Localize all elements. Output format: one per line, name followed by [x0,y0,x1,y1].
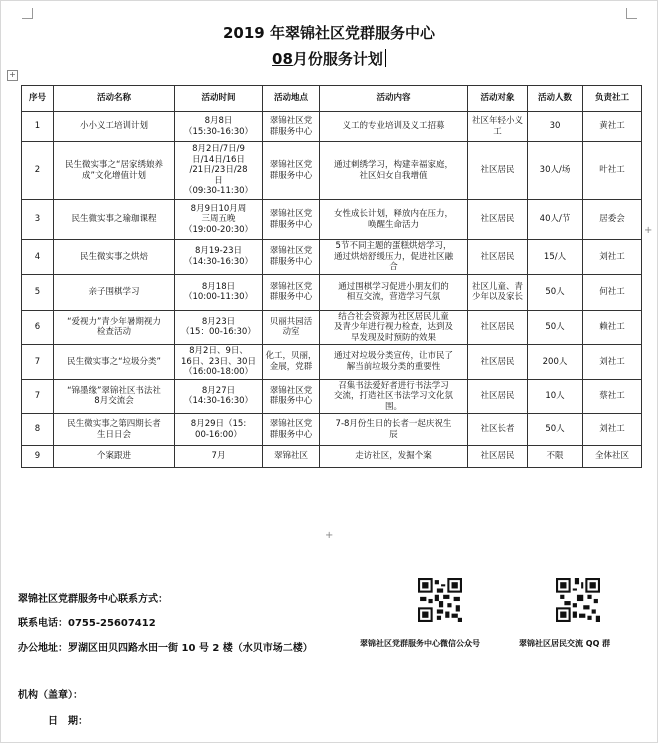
activity-place-cell[interactable]: 翠锦社区党 群服务中心 [263,112,320,142]
activity-time-cell[interactable]: 8月9日10月周 三周五晚 （19:00-20:30） [175,200,263,240]
activity-count-cell[interactable]: 15/人 [528,240,583,275]
activity-place-cell[interactable]: 翠锦社区党 群服务中心 [263,240,320,275]
activity-place-cell[interactable]: 化工，贝丽， 金展，党群 [263,345,320,380]
qr-caption-wechat: 翠锦社区党群服务中心微信公众号 [360,639,480,648]
activity-content-cell[interactable]: 女性成长计划，释放内在压力， 唤醒生命活力 [320,200,468,240]
activity-count-cell[interactable]: 不限 [528,446,583,468]
table-row [22,200,642,240]
activity-target-cell[interactable]: 社区居民 [468,446,528,468]
activity-time-cell[interactable]: 8月2日、9日、 16日、23日、30日 （16:00-18:00） [175,345,263,380]
activity-time-cell[interactable]: 8月23日 （15：00-16:30） [175,310,263,345]
activity-target-cell[interactable]: 社区长者 [468,414,528,446]
activity-name-cell[interactable]: “爱视力”青少年暑期视力 检查活动 [54,310,175,345]
table-row [22,379,642,414]
activity-content-cell[interactable]: 7-8月份生日的长者一起庆祝生 辰 [320,414,468,446]
row-number-cell[interactable]: 8 [22,414,54,446]
column-header: 负责社工 [583,86,642,112]
column-header: 序号 [22,86,54,112]
row-number-cell[interactable]: 7 [22,379,54,414]
activity-content-cell[interactable]: 义工的专业培训及义工招募 [320,112,468,142]
activity-time-cell[interactable]: 7月 [175,446,263,468]
activity-worker-cell[interactable]: 何社工 [583,274,642,310]
table-row [22,310,642,345]
activity-worker-cell[interactable]: 蔡社工 [583,379,642,414]
column-header: 活动名称 [54,86,175,112]
activity-time-cell[interactable]: 8月29日（15: 00-16:00） [175,414,263,446]
activity-content-cell[interactable]: 召集书法爱好者进行书法学习 交流，打造社区书法学习文化氛 围。 [320,379,468,414]
table-row [22,345,642,380]
activity-target-cell[interactable]: 社区居民 [468,200,528,240]
activity-target-cell[interactable]: 社区居民 [468,345,528,380]
activity-target-cell[interactable]: 社区居民 [468,142,528,200]
row-number-cell[interactable]: 5 [22,274,54,310]
activity-name-cell[interactable]: 民生微实事之瑜珈课程 [54,200,175,240]
activity-count-cell[interactable]: 50人 [528,310,583,345]
contact-title: 翠锦社区党群服务中心联系方式： [18,594,168,605]
row-number-cell[interactable]: 3 [22,200,54,240]
activity-worker-cell[interactable]: 刘社工 [583,414,642,446]
activity-count-cell[interactable]: 30人/场 [528,142,583,200]
activity-place-cell[interactable]: 贝丽共园活 动室 [263,310,320,345]
title-line-1: 2019 年翠锦社区党群服务中心 [223,24,435,42]
activity-time-cell[interactable]: 8月2日/7日/9 日/14日/16日 /21日/23日/28 日 （09:30-11:30） [175,142,263,200]
table-row [22,112,642,142]
date-label: 日 期： [48,716,88,727]
table-row [22,446,642,468]
activity-worker-cell[interactable]: 叶社工 [583,142,642,200]
insert-row-plus-icon[interactable]: + [644,225,653,236]
activity-place-cell[interactable]: 翠锦社区党 群服务中心 [263,274,320,310]
qr-caption-qq: 翠锦社区居民交流 QQ 群 [519,639,611,648]
activity-name-cell[interactable]: 民生微实事之第四期长者 生日日会 [54,414,175,446]
activity-target-cell[interactable]: 社区居民 [468,379,528,414]
row-number-cell[interactable]: 6 [22,310,54,345]
qr-code-icon [556,578,600,622]
activity-time-cell[interactable]: 8月19-23日 （14:30-16:30） [175,240,263,275]
activity-content-cell[interactable]: 通过对垃圾分类宣传，让市民了 解当前垃圾分类的重要性 [320,345,468,380]
activity-content-cell[interactable]: 通过刺绣学习，构建幸福家庭， 社区妇女自我增值 [320,142,468,200]
contact-address: 办公地址：罗湖区田贝四路水田一街 10 号 2 楼（水贝市场二楼） [18,643,313,654]
move-handle-icon[interactable]: + [7,70,18,81]
table-row [22,274,642,310]
table-body [22,112,642,468]
activity-worker-cell[interactable]: 全体社区 [583,446,642,468]
title-line-2: 月份服务计划 [292,50,383,68]
activity-content-cell[interactable]: 走访社区，发掘个案 [320,446,468,468]
table-row [22,142,642,200]
activity-target-cell[interactable]: 社区居民 [468,310,528,345]
table-header-row [22,86,642,112]
column-header: 活动人数 [528,86,583,112]
activity-target-cell[interactable]: 社区儿童、青 少年以及家长 [468,274,528,310]
activity-time-cell[interactable]: 8月18日 （10:00-11:30） [175,274,263,310]
column-header: 活动对象 [468,86,528,112]
activity-name-cell[interactable]: 民生微实事之“垃圾分类” [54,345,175,380]
activity-content-cell[interactable]: 5节不同主题的蛋糕烘焙学习， 通过烘焙舒缓压力，促进社区融 合 [320,240,468,275]
margin-corner-top-right [626,8,637,19]
column-header: 活动地点 [263,86,320,112]
insert-row-plus-icon[interactable]: + [325,530,334,541]
table-row [22,240,642,275]
activity-name-cell[interactable]: “锦墨缘”翠锦社区书法社 8月交流会 [54,379,175,414]
qr-code-icon [418,578,462,622]
row-number-cell[interactable]: 9 [22,446,54,468]
activity-count-cell[interactable]: 200人 [528,345,583,380]
seal-label: 机构（盖章）： [18,690,83,701]
margin-corner-top-left [22,8,33,19]
contact-phone: 联系电话：0755-25607412 [18,618,156,629]
activity-worker-cell[interactable]: 刘社工 [583,240,642,275]
activity-content-cell[interactable]: 结合社会资源为社区居民儿童 及青少年进行视力检查，达到及 早发现及时预防的效果 [320,310,468,345]
activity-count-cell[interactable]: 50人 [528,414,583,446]
activity-name-cell[interactable]: 民生微实事之烘焙 [54,240,175,275]
activity-name-cell[interactable]: 个案跟进 [54,446,175,468]
activity-name-cell[interactable]: 亲子围棋学习 [54,274,175,310]
activity-name-cell[interactable]: 民生微实事之“居家绣娘养 成”文化增值计划 [54,142,175,200]
activity-count-cell[interactable]: 50人 [528,274,583,310]
row-number-cell[interactable]: 4 [22,240,54,275]
activity-target-cell[interactable]: 社区居民 [468,240,528,275]
activity-place-cell[interactable]: 翠锦社区党 群服务中心 [263,200,320,240]
activity-worker-cell[interactable]: 赖社工 [583,310,642,345]
activity-content-cell[interactable]: 通过围棋学习促进小朋友们的 相互交流，营造学习气氛 [320,274,468,310]
activity-worker-cell[interactable]: 居委会 [583,200,642,240]
column-header: 活动内容 [320,86,468,112]
activity-place-cell[interactable]: 翠锦社区 [263,446,320,468]
document-title [0,22,658,43]
table-row [22,414,642,446]
service-plan-table [21,85,642,468]
activity-worker-cell[interactable]: 刘社工 [583,345,642,380]
activity-count-cell[interactable]: 30 [528,112,583,142]
document-subtitle[interactable] [0,48,658,69]
column-header: 活动时间 [175,86,263,112]
activity-place-cell[interactable]: 翠锦社区党 群服务中心 [263,414,320,446]
row-number-cell[interactable]: 1 [22,112,54,142]
title-month: 08 [272,50,293,68]
row-number-cell[interactable]: 7 [22,345,54,380]
activity-time-cell[interactable]: 8月27日 （14:30-16:30） [175,379,263,414]
activity-place-cell[interactable]: 翠锦社区党 群服务中心 [263,379,320,414]
activity-count-cell[interactable]: 40人/节 [528,200,583,240]
text-cursor [385,49,386,67]
activity-worker-cell[interactable]: 黄社工 [583,112,642,142]
activity-name-cell[interactable]: 小小义工培训计划 [54,112,175,142]
activity-time-cell[interactable]: 8月8日 （15:30-16:30） [175,112,263,142]
activity-place-cell[interactable]: 翠锦社区党 群服务中心 [263,142,320,200]
row-number-cell[interactable]: 2 [22,142,54,200]
activity-target-cell[interactable]: 社区年轻小义 工 [468,112,528,142]
activity-count-cell[interactable]: 10人 [528,379,583,414]
